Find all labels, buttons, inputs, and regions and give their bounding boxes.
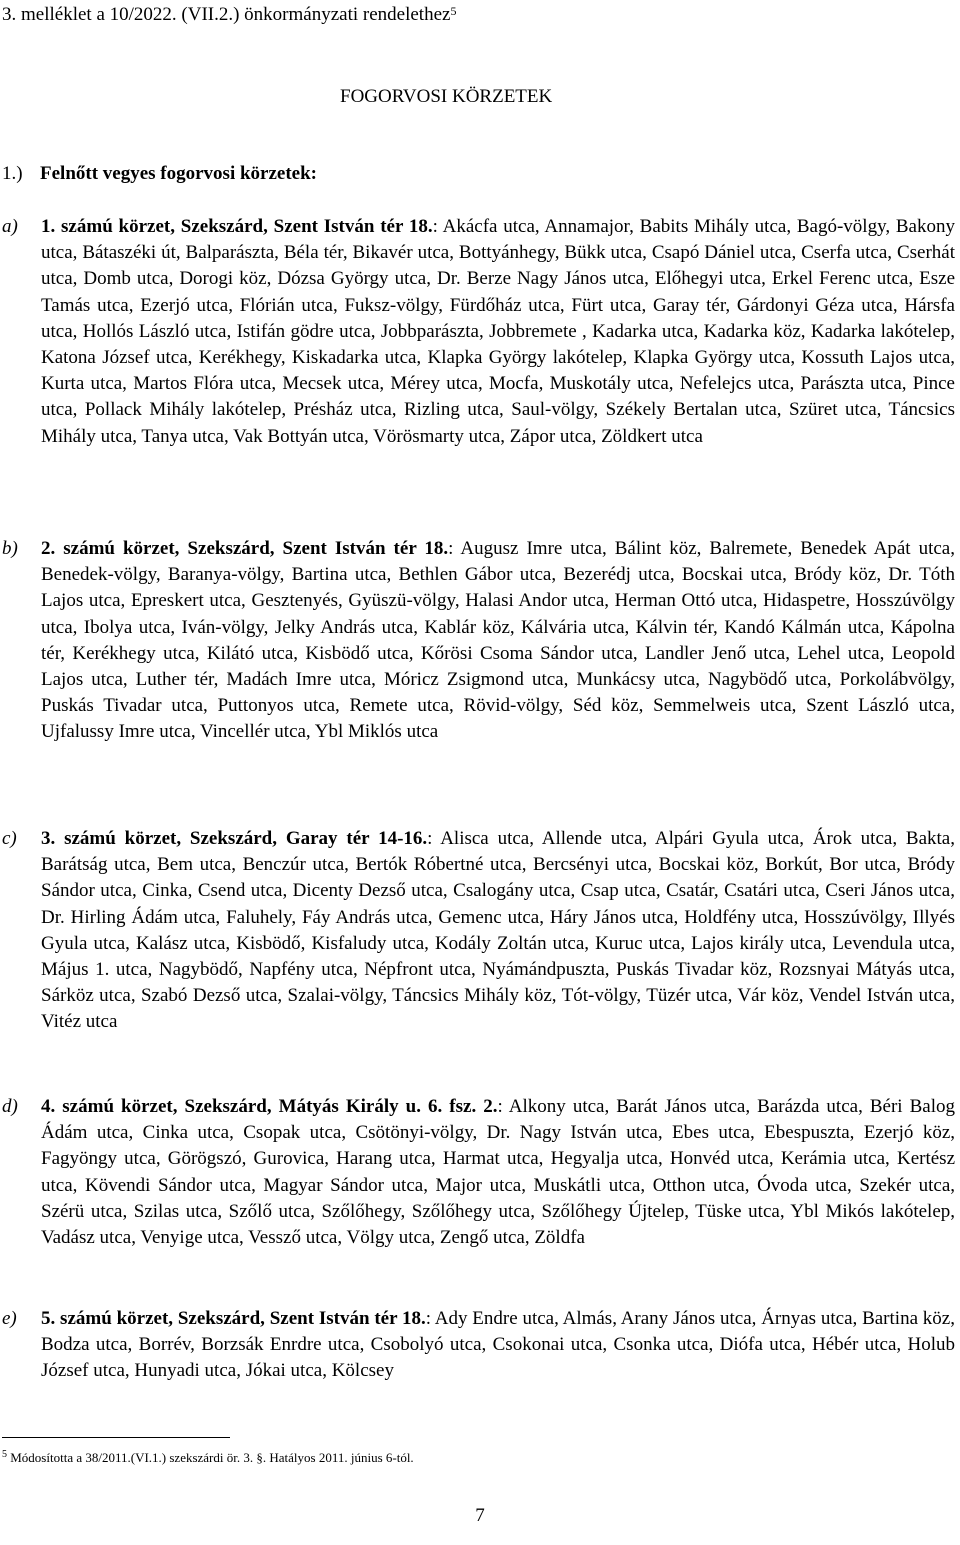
district-text [41,214,955,450]
district-streets: : Augusz Imre utca, Bálint köz, Balremete, Benedek Apát utca, Benedek-völgy, Baranya-völgy, Bartina utca, Bethlen Gábor utca, Bezerédj utca, Bocskai utca, Bródy köz, Dr. Tóth Lajos utca, Epreskert utca, Gesztenyés, Gyüszü-völgy, Halasi Andor utca, Herman Ottó utca, Hidaspetre, Hosszúvölgy utca, Ibolya utca, Iván-völgy, Jelky András utca, Kablár köz, Kálvária utca, Kálvin tér, Kandó Kálmán utca, Kápolna tér, Kerékhegy utca, Kilátó utca, Kisbödő utca, Kőrösi Csoma Sándor utca, Landler Jenő utca, Lehel utca, Leopold Lajos utca, Luther tér, Madách Imre utca, Móricz Zsigmond utca, Munkácsy utca, Nagybödő utca, Porkolábvölgy, Puskás Tivadar utca, Puttonyos utca, Remete utca, Rövid-völgy, Séd köz, Semmelweis utca, Szent László utca, Ujfalussy Imre utca, Vincellér utca, Ybl Miklós utca [41,538,955,743]
footnote-separator [2,1437,230,1438]
district-streets: : Alkony utca, Barát János utca, Barázda utca, Béri Balog Ádám utca, Cinka utca, Csopak utca, Csötönyi-völgy, Dr. Nagy István utca, Ebes utca, Ebespuszta, Ezerjó köz, Fagyöngy utca, Görögszó, Gurovica, Harang utca, Harmat utca, Hegyalja utca, Honvéd utca, Kerámia utca, Kertész utca, Kövendi Sándor utca, Magyar Sándor utca, Major utca, Muskátli utca, Otthon utca, Óvoda utca, Szekér utca, Szérü utca, Szilas utca, Szőlő utca, Szőlőhegy, Szőlőhegy utca, Szőlőhegy Újtelep, Tüske utca, Ybl Mikós lakótelep, Vadász utca, Venyige utca, Vessző utca, Völgy utca, Zengő utca, Zöldfa [41,1096,955,1249]
district-letter: b) [2,538,18,559]
section-number: 1.) [2,163,23,184]
district-letter: d) [2,1096,18,1117]
footnote [2,1450,414,1466]
district-letter: e) [2,1308,17,1329]
district-text [41,826,955,1036]
district-text [41,1306,955,1385]
footnote-text: Módosította a 38/2011.(VI.1.) szekszárdi ör. 3. §. Hatályos 2011. június 6-tól. [10,1450,414,1465]
section-heading [2,162,317,186]
page-number: 7 [475,1505,485,1526]
district-text [41,1094,955,1251]
annex-reference [2,3,456,27]
district-heading: 5. számú körzet, Szekszárd, Szent István tér 18. [41,1308,426,1329]
document-title: FOGORVOSI KÖRZETEK [340,86,553,107]
district-letter: a) [2,216,18,237]
district-heading: 1. számú körzet, Szekszárd, Szent István tér 18. [41,216,433,237]
district-heading: 2. számú körzet, Szekszárd, Szent István tér 18. [41,538,449,559]
section-label: Felnőtt vegyes fogorvosi körzetek: [40,163,318,184]
footnote-number: 5 [2,1449,7,1460]
annex-label: 3. melléklet a 10/2022. (VII.2.) önkormányzati rendelethez [2,4,451,25]
district-streets: : Ady Endre utca, Almás, Arany János utca, Árnyas utca, Bartina köz, Bodza utca, Borrév, Borzsák Enrdre utca, Csobolyó utca, Csokonai utca, Csonka utca, Diófa utca, Hébér utca, Holub József utca, Hunyadi utca, Jókai utca, Kölcsey [41,1308,955,1382]
footnote-marker: 5 [450,4,457,18]
district-heading: 3. számú körzet, Szekszárd, Garay tér 14-16. [41,828,428,849]
district-letter: c) [2,828,17,849]
district-heading: 4. számú körzet, Szekszárd, Mátyás Király u. 6. fsz. 2. [41,1096,498,1117]
district-streets: : Alisca utca, Allende utca, Alpári Gyula utca, Árok utca, Bakta, Barátság utca, Bem utca, Benczúr utca, Bertók Róbertné utca, Bercsényi utca, Bocskai köz, Borkút, Bor utca, Bródy Sándor utca, Cinka, Csend utca, Dicenty Dezső utca, Csalogány utca, Csap utca, Csatár, Csatári utca, Cseri János utca, Dr. Hirling Ádám utca, Faluhely, Fáy András utca, Gemenc utca, Háry János utca, Holdfény utca, Hosszúvölgy, Illyés Gyula utca, Kalász utca, Kisbödő, Kisfaludy utca, Kodály Zoltán utca, Kuruc utca, Lajos király utca, Levendula utca, Május 1. utca, Nagybödő, Napfény utca, Népfront utca, Nyámándpuszta, Puskás Tivadar köz, Rozsnyai Mátyás utca, Sárköz utca, Szabó Dezső utca, Szalai-völgy, Táncsics Mihály köz, Tót-völgy, Tüzér utca, Vár köz, Vendel István utca, Vitéz utca [41,828,955,1033]
district-text [41,536,955,746]
district-streets: : Akácfa utca, Annamajor, Babits Mihály utca, Bagó-völgy, Bakony utca, Bátaszéki út, Balparászta, Béla tér, Bikavér utca, Bottyánhegy, Bükk utca, Csapó Dániel utca, Cserfa utca, Cserhát utca, Domb utca, Dorogi köz, Dózsa György utca, Dr. Berze Nagy János utca, Előhegyi utca, Erkel Ferenc utca, Esze Tamás utca, Ezerjó utca, Flórián utca, Fuksz-völgy, Fürdőház utca, Fürt utca, Garay tér, Gárdonyi Géza utca, Hársfa utca, Hollós László utca, Istifán gödre utca, Jobbparászta, Jobbremete , Kadarka utca, Kadarka köz, Kadarka lakótelep, Katona József utca, Kerékhegy, Kiskadarka utca, Klapka György lakótelep, Klapka György utca, Kossuth Lajos utca, Kurta utca, Martos Flóra utca, Mecsek utca, Mérey utca, Mocfa, Muskotály utca, Nefelejcs utca, Parászta utca, Pince utca, Pollack Mihály lakótelep, Présház utca, Rizling utca, Saul-völgy, Székely Bertalan utca, Szüret utca, Táncsics Mihály utca, Tanya utca, Vak Bottyán utca, Vörösmarty utca, Zápor utca, Zöldkert utca [41,216,955,447]
